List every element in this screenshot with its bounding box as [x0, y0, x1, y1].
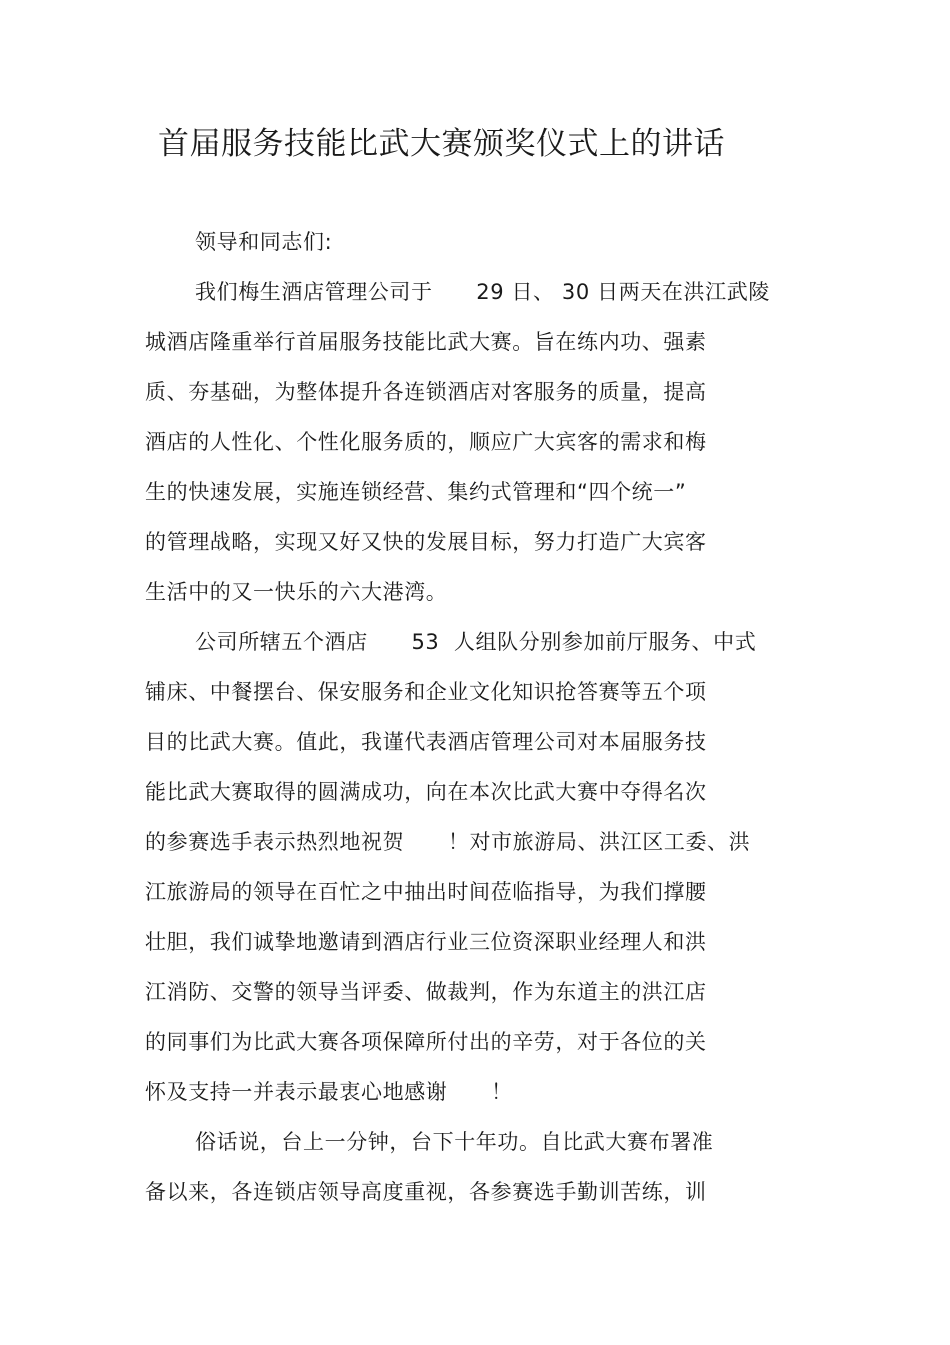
text-line: 怀及支持一并表示最衷心地感谢 ！ — [145, 1080, 513, 1104]
text-line: 铺床、中餐摆台、保安服务和企业文化知识抢答赛等五个项 — [145, 680, 707, 704]
text-line: 江旅游局的领导在百忙之中抽出时间莅临指导，为我们撑腰 — [145, 880, 707, 904]
text-line: 质、夯基础，为整体提升各连锁酒店对客服务的质量，提高 — [145, 380, 707, 404]
text-line: 的参赛选手表示热烈地祝贺 ！对市旅游局、洪江区工委、洪 — [145, 830, 751, 854]
text-line: 壮胆，我们诚挚地邀请到酒店行业三位资深职业经理人和洪 — [145, 930, 707, 954]
text-line: 的同事们为比武大赛各项保障所付出的辛劳，对于各位的关 — [145, 1030, 707, 1054]
text-line: 目的比武大赛。值此，我谨代表酒店管理公司对本届服务技 — [145, 730, 707, 754]
text-line: 江消防、交警的领导当评委、做裁判，作为东道主的洪江店 — [145, 980, 707, 1004]
text-line: 城酒店隆重举行首届服务技能比武大赛。旨在练内功、强素 — [145, 330, 707, 354]
salutation-line: 领导和同志们: — [195, 230, 333, 254]
text-line: 生的快速发展，实施连锁经营、集约式管理和“四个统一” — [145, 480, 687, 504]
text-line: 酒店的人性化、个性化服务质的，顺应广大宾客的需求和梅 — [145, 430, 707, 454]
document-title: 首届服务技能比武大赛颁奖仪式上的讲话 — [158, 126, 725, 162]
text-line: 能比武大赛取得的圆满成功，向在本次比武大赛中夺得名次 — [145, 780, 707, 804]
text-line: 我们梅生酒店管理公司于 29 日、 30 日两天在洪江武陵 — [195, 280, 770, 304]
text-line: 的管理战略，实现又好又快的发展目标，努力打造广大宾客 — [145, 530, 707, 554]
text-line: 生活中的又一快乐的六大港湾。 — [145, 580, 448, 604]
text-line: 俗话说，台上一分钟，台下十年功。自比武大赛布署准 — [195, 1130, 714, 1154]
text-line: 公司所辖五个酒店 53 人组队分别参加前厅服务、中式 — [195, 630, 757, 654]
text-line: 备以来，各连锁店领导高度重视，各参赛选手勤训苦练，训 — [145, 1180, 707, 1204]
